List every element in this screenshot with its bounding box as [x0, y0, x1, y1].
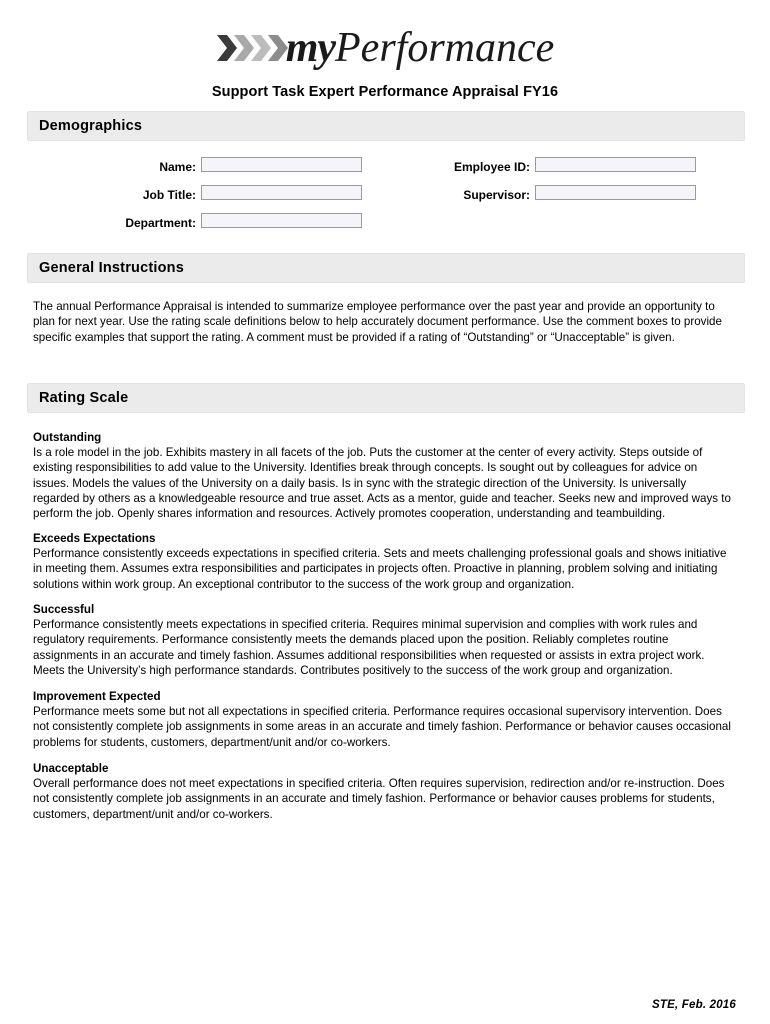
- rating-title: Exceeds Expectations: [33, 532, 156, 545]
- section-header-rating-scale-label: Rating Scale: [39, 390, 129, 406]
- myperformance-logo: [0, 22, 770, 78]
- section-header-rating-scale: [27, 383, 745, 413]
- employee-id-label: Employee ID:: [453, 160, 530, 174]
- job-title-input[interactable]: [201, 185, 362, 200]
- rating-definition-successful: [33, 602, 735, 678]
- chevron-arrows-icon: [216, 31, 284, 65]
- rating-body: Overall performance does not meet expectations in specified criteria. Often requires supervision, redirection and/or re-instruction. Does not consistently complete job assignments in an accurate and timely fashion. Performance or behavior causes problems for students, customers, department/unit and/or co-workers.: [33, 777, 725, 821]
- department-label: Department:: [125, 216, 196, 230]
- supervisor-label: Supervisor:: [463, 188, 530, 202]
- rating-definition-unacceptable: [33, 761, 735, 822]
- name-input[interactable]: [201, 157, 362, 172]
- name-label: Name:: [159, 160, 196, 174]
- supervisor-input[interactable]: [535, 185, 696, 200]
- job-title-label: Job Title:: [142, 188, 196, 202]
- rating-title: Improvement Expected: [33, 690, 161, 703]
- general-instructions-text: The annual Performance Appraisal is intended to summarize employee performance over the past year and provide an opportunity to plan for next year. Use the rating scale definitions below to help accurately document performance. Use the comment boxes to provide specific examples that support the rating. A comment must be provided if a rating of “Outstanding” or “Unacceptable” is given.: [33, 300, 722, 344]
- logo-word-performance: Performance: [335, 25, 555, 71]
- rating-body: Is a role model in the job. Exhibits mastery in all facets of the job. Puts the customer at the center of every activity. Steps outside of existing responsibilities to add value to the University. Identifies break through concepts. Is sought out by colleagues for advice on issues. Models the values of the University on a daily basis. Is in sync with the strategic direction of the University. Is universally regarded by others as a knowledgeable resource and true asset. Acts as a mentor, guide and teacher. Seeks new and improved ways to perform the job. Openly shares information and resources. Actively promotes cooperation, understanding and teambuilding.: [33, 446, 731, 521]
- rating-title: Outstanding: [33, 431, 102, 444]
- rating-body: Performance meets some but not all expectations in specified criteria. Performance requires occasional supervisory intervention. Does not consistently complete job assignments in some areas in an accurate and timely fashion. Performance or behavior causes occasional problems for students, customers, department/unit and/or co-workers.: [33, 705, 731, 749]
- page-title: Support Task Expert Performance Appraisal FY16: [211, 84, 559, 100]
- rating-body: Performance consistently exceeds expectations in specified criteria. Sets and meets challenging professional goals and shows initiative in meeting them. Assumes extra responsibilities and participates in projects often. Proactive in planning, problem solving and initiating solutions within work group. An exceptional contributor to the success of the work group and organization.: [33, 547, 727, 591]
- rating-title: Successful: [33, 603, 95, 616]
- rating-body: Performance consistently meets expectations in specified criteria. Requires minimal supervision and complies with work rules and regulatory requirements. Performance consistently meets the demands placed upon the position. Reliably completes routine assignments in an accurate and timely fashion. Assumes additional responsibilities when requested or assists in extra project work. Meets the University’s high performance standards. Contributes positively to the success of the work group and organization.: [33, 618, 705, 677]
- department-input[interactable]: [201, 213, 362, 228]
- section-header-general-instructions: [27, 253, 745, 283]
- document-footer: STE, Feb. 2016: [652, 999, 736, 1011]
- rating-definition-improvement-expected: [33, 689, 735, 750]
- rating-title: Unacceptable: [33, 762, 109, 775]
- section-header-general-instructions-label: General Instructions: [39, 260, 185, 276]
- section-header-demographics: [27, 111, 745, 141]
- logo-wordmark: [286, 26, 555, 70]
- logo-word-my: my: [285, 25, 336, 71]
- rating-definition-exceeds-expectations: [33, 531, 735, 592]
- section-header-demographics-label: Demographics: [39, 118, 143, 134]
- rating-definition-outstanding: [33, 430, 735, 521]
- employee-id-input[interactable]: [535, 157, 696, 172]
